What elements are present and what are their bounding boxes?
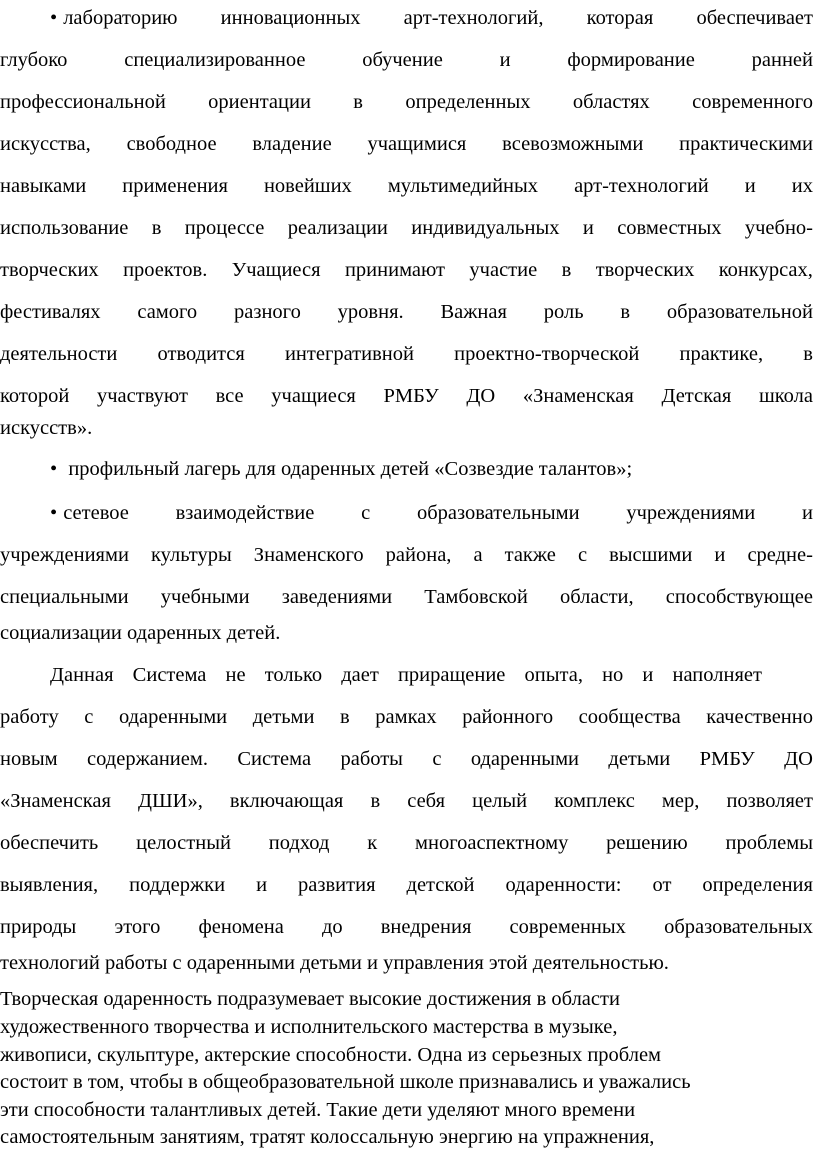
word: включающая bbox=[229, 790, 344, 812]
word: детьми bbox=[608, 748, 671, 770]
word: развития bbox=[298, 874, 376, 896]
word: и bbox=[256, 874, 268, 896]
word: рамках bbox=[375, 706, 437, 728]
word: Важная bbox=[440, 301, 507, 323]
word: участвуют bbox=[96, 385, 188, 407]
word: культуры bbox=[150, 544, 232, 566]
word: учебными bbox=[160, 586, 250, 608]
word: мер, bbox=[661, 790, 700, 812]
paragraph-line bbox=[0, 745, 813, 773]
word: также bbox=[504, 544, 556, 566]
word: реализации bbox=[287, 217, 388, 239]
word: учреждениями bbox=[0, 544, 129, 566]
word: «Знаменская bbox=[0, 790, 111, 812]
word: роль bbox=[543, 301, 584, 323]
word: профессиональной bbox=[0, 91, 166, 113]
word: определения bbox=[702, 874, 813, 896]
bullet-lab-line: искусств». bbox=[0, 417, 93, 439]
word: специальными bbox=[0, 586, 129, 608]
bullet-lead bbox=[50, 4, 178, 32]
word: внедрения bbox=[380, 916, 472, 938]
word: не bbox=[225, 664, 246, 686]
word: мультимедийных bbox=[387, 175, 539, 197]
word: которая bbox=[586, 7, 654, 29]
word: приращение bbox=[397, 664, 506, 686]
word: работы bbox=[340, 748, 403, 770]
word: принимают bbox=[344, 259, 446, 281]
word: многоаспектному bbox=[415, 832, 569, 854]
tail-line: живописи, скульптуре, актерские способности. Одна из серьезных проблем bbox=[0, 1044, 662, 1066]
bullet-marker: • bbox=[50, 502, 58, 524]
word: детской bbox=[406, 874, 475, 896]
word: с bbox=[577, 544, 588, 566]
word: качественно bbox=[706, 706, 813, 728]
word: инновационных bbox=[220, 7, 361, 29]
bullet-lab-line bbox=[0, 298, 813, 326]
word: новым bbox=[0, 748, 58, 770]
bullet-lab-line bbox=[0, 172, 813, 200]
word: работу bbox=[0, 706, 59, 728]
word: использование bbox=[0, 217, 129, 239]
word: и bbox=[582, 217, 594, 239]
word: Детская bbox=[661, 385, 732, 407]
word: а bbox=[473, 544, 483, 566]
word: которой bbox=[0, 385, 70, 407]
word: ДО bbox=[784, 748, 813, 770]
word: природы bbox=[0, 916, 77, 938]
word: искусства, bbox=[0, 133, 91, 155]
word: ранней bbox=[751, 49, 813, 71]
word: с bbox=[84, 706, 94, 728]
word: всевозможными bbox=[502, 133, 644, 155]
word: сообщества bbox=[578, 706, 681, 728]
word: выявления, bbox=[0, 874, 99, 896]
word: одаренными bbox=[470, 748, 580, 770]
word: сетевое bbox=[63, 502, 129, 524]
word: определенных bbox=[405, 91, 531, 113]
word: и bbox=[744, 175, 756, 197]
word: в bbox=[353, 91, 363, 113]
word: наполняет bbox=[672, 664, 762, 686]
word: Учащиеся bbox=[231, 259, 321, 281]
word: высшими bbox=[609, 544, 693, 566]
word: практическими bbox=[679, 133, 813, 155]
word: индивидуальных bbox=[411, 217, 560, 239]
word: взаимодействие bbox=[175, 502, 315, 524]
word: образовательных bbox=[664, 916, 813, 938]
word: учащиеся bbox=[271, 385, 356, 407]
word: в bbox=[340, 706, 350, 728]
word: лабораторию bbox=[63, 7, 178, 29]
bullet-lab-line bbox=[0, 130, 813, 158]
word: конкурсах, bbox=[718, 259, 813, 281]
word: современного bbox=[692, 91, 813, 113]
word: творческих bbox=[595, 259, 695, 281]
word: и bbox=[642, 664, 654, 686]
word: фестивалях bbox=[0, 301, 101, 323]
word: процессе bbox=[184, 217, 265, 239]
word: одаренности: bbox=[505, 874, 622, 896]
word: содержанием. bbox=[87, 748, 208, 770]
bullet-marker: • bbox=[50, 7, 58, 29]
word: но bbox=[602, 664, 624, 686]
word: школа bbox=[758, 385, 813, 407]
word: этого bbox=[114, 916, 161, 938]
word: комплекс bbox=[554, 790, 635, 812]
word: применения bbox=[122, 175, 228, 197]
word: в bbox=[151, 217, 162, 239]
word: в bbox=[620, 301, 631, 323]
word: отводится bbox=[157, 343, 245, 365]
tail-line: эти способности талантливых детей. Такие дети уделяют много времени bbox=[0, 1099, 636, 1121]
word: и bbox=[801, 502, 813, 524]
word: детьми bbox=[252, 706, 315, 728]
word: арт-технологий, bbox=[403, 7, 544, 29]
word: области, bbox=[560, 586, 634, 608]
word: современных bbox=[509, 916, 626, 938]
tail-line: художественного творчества и исполнительского мастерства в музыке, bbox=[0, 1016, 618, 1038]
word: деятельности bbox=[0, 343, 118, 365]
word: Тамбовской bbox=[424, 586, 528, 608]
word: самого bbox=[137, 301, 198, 323]
bullet-network-line bbox=[0, 541, 813, 569]
word: проблемы bbox=[725, 832, 813, 854]
word: владение bbox=[252, 133, 332, 155]
word: проектно-творческой bbox=[454, 343, 640, 365]
word: учащимися bbox=[367, 133, 467, 155]
word: проектов. bbox=[123, 259, 208, 281]
word: в bbox=[561, 259, 572, 281]
paragraph-line bbox=[0, 913, 813, 941]
word: в bbox=[803, 343, 813, 365]
word: ДШИ», bbox=[138, 790, 203, 812]
word: ДО bbox=[466, 385, 496, 407]
bullet-marker: • bbox=[50, 458, 58, 480]
word: участие bbox=[469, 259, 538, 281]
word: Знаменского bbox=[253, 544, 364, 566]
word: до bbox=[321, 916, 343, 938]
word: обеспечить bbox=[0, 832, 99, 854]
paragraph-line bbox=[0, 703, 813, 731]
bullet-lab-line bbox=[0, 88, 813, 116]
word: себя bbox=[407, 790, 446, 812]
paragraph-line bbox=[0, 787, 813, 815]
paragraph-line bbox=[0, 871, 813, 899]
word: их bbox=[791, 175, 813, 197]
word: дает bbox=[341, 664, 379, 686]
tail-line: Творческая одаренность подразумевает высокие достижения в области bbox=[0, 988, 620, 1010]
word: формирование bbox=[567, 49, 695, 71]
bullet-lab-line bbox=[0, 340, 813, 368]
bullet-lab-line bbox=[0, 46, 813, 74]
word: в bbox=[370, 790, 381, 812]
word: только bbox=[264, 664, 323, 686]
word: арт-технологий bbox=[574, 175, 709, 197]
word: заведениями bbox=[281, 586, 393, 608]
word: образовательными bbox=[417, 502, 580, 524]
paragraph-line bbox=[50, 661, 762, 689]
tail-line: состоит в том, чтобы в общеобразовательной школе признавались и уважались bbox=[0, 1071, 691, 1093]
bullet-camp bbox=[50, 455, 750, 483]
word: и bbox=[714, 544, 726, 566]
bullet-lab-line bbox=[0, 214, 813, 242]
word: средне- bbox=[747, 544, 813, 566]
word: Данная bbox=[50, 664, 114, 686]
word: Система bbox=[132, 664, 207, 686]
bullet-network-line bbox=[0, 583, 813, 611]
word: позволяет bbox=[726, 790, 813, 812]
word: одаренными bbox=[118, 706, 228, 728]
word: интегративной bbox=[284, 343, 414, 365]
paragraph-line bbox=[0, 829, 813, 857]
word: обучение bbox=[362, 49, 443, 71]
word: целый bbox=[472, 790, 528, 812]
word: свободное bbox=[126, 133, 217, 155]
word: РМБУ bbox=[383, 385, 439, 407]
paragraph-line: технологий работы с одаренными детьми и управления этой деятельностью. bbox=[0, 952, 669, 974]
word: специализированное bbox=[124, 49, 306, 71]
word: учреждениями bbox=[626, 502, 756, 524]
word: все bbox=[215, 385, 244, 407]
tail-line: самостоятельным занятиям, тратят колоссальную энергию на упражнения, bbox=[0, 1126, 655, 1148]
bullet-network-line: социализации одаренных детей. bbox=[0, 622, 281, 644]
bullet-camp-text: профильный лагерь для одаренных детей «Созвездие талантов»; bbox=[68, 458, 633, 480]
bullet-lead bbox=[50, 499, 129, 527]
bullet-lab-line bbox=[0, 256, 813, 284]
word: разного bbox=[234, 301, 301, 323]
word: целостный bbox=[136, 832, 231, 854]
word: и bbox=[499, 49, 511, 71]
bullet-lab-line bbox=[50, 4, 813, 32]
word: решению bbox=[606, 832, 688, 854]
word: РМБУ bbox=[699, 748, 755, 770]
bullet-network-line bbox=[50, 499, 813, 527]
word: от bbox=[652, 874, 672, 896]
word: способствующее bbox=[665, 586, 813, 608]
word: глубоко bbox=[0, 49, 68, 71]
word: опыта, bbox=[524, 664, 583, 686]
word: с bbox=[361, 502, 371, 524]
word: «Знаменская bbox=[522, 385, 634, 407]
word: с bbox=[432, 748, 442, 770]
word: района, bbox=[385, 544, 452, 566]
word: областях bbox=[572, 91, 650, 113]
word: уровня. bbox=[337, 301, 404, 323]
word: навыками bbox=[0, 175, 87, 197]
word: к bbox=[367, 832, 378, 854]
word: подход bbox=[268, 832, 330, 854]
word: новейших bbox=[263, 175, 352, 197]
word: практике, bbox=[679, 343, 764, 365]
word: учебно- bbox=[744, 217, 813, 239]
word: поддержки bbox=[129, 874, 226, 896]
word: совместных bbox=[617, 217, 722, 239]
word: феномена bbox=[198, 916, 284, 938]
bullet-lab-line bbox=[0, 382, 813, 410]
word: районного bbox=[462, 706, 554, 728]
word: Система bbox=[237, 748, 312, 770]
word: ориентации bbox=[208, 91, 311, 113]
word: творческих bbox=[0, 259, 99, 281]
word: обеспечивает bbox=[696, 7, 813, 29]
word: образовательной bbox=[666, 301, 813, 323]
